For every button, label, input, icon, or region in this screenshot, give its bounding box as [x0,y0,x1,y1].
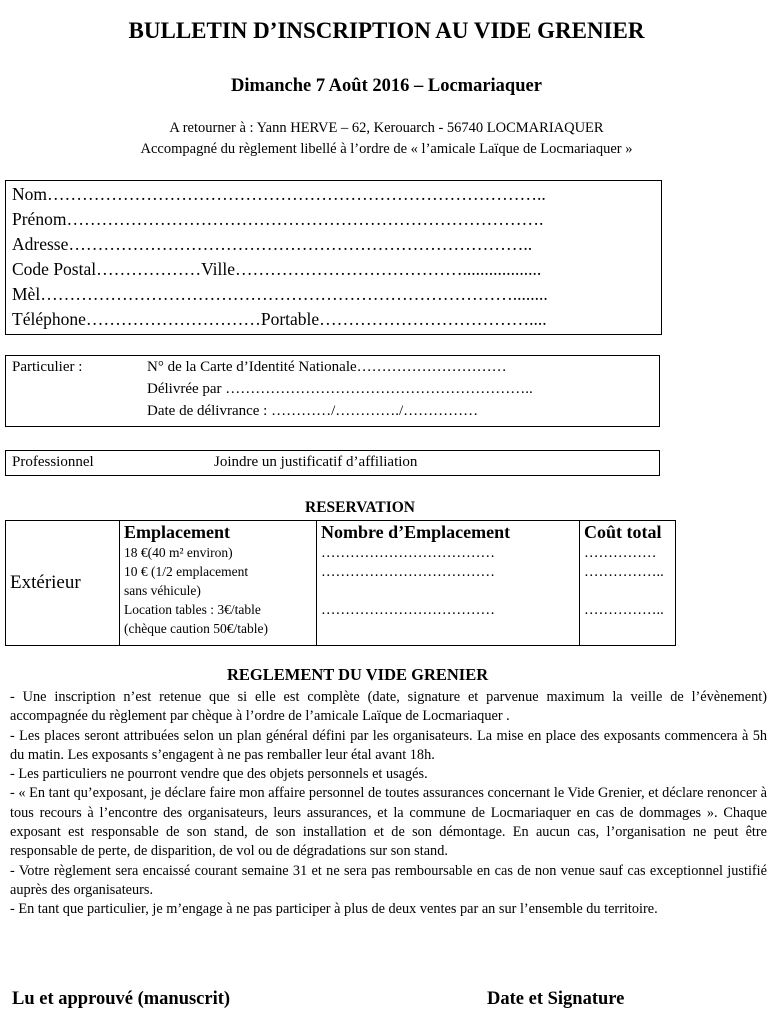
payment-note: Accompagné du règlement libellé à l’ordre de « l’amicale Laïque de Locmariaquer » [140,141,633,157]
code-postal-ville-field[interactable]: Code Postal………………Ville………………………………….................. [12,259,542,279]
return-address: A retourner à : Yann HERVE – 62, Kerouarch - 56740 LOCMARIAQUER [169,120,604,136]
cost-input-2[interactable]: …………….. [584,564,664,580]
identity-box [5,180,662,335]
count-cell [317,521,580,646]
adresse-field[interactable]: Adresse…………………………………………………………………….. [12,234,533,254]
header-nombre: Nombre d’Emplacement [321,522,511,542]
rule-5: - Votre règlement sera encaissé courant semaine 31 et ne sera pas remboursable en cas de non venue sauf cas exceptionnel justifié auprès des organisateurs. [10,862,767,898]
telephone-portable-field[interactable]: Téléphone…………………………Portable……………………………….... [12,309,547,329]
particulier-box [5,355,660,427]
lu-et-approuve: Lu et approuvé (manuscrit) [12,989,231,1009]
exterieur-label: Extérieur [10,572,81,593]
professionnel-note: Joindre un justificatif d’affiliation [214,454,418,470]
document-title: BULLETIN D’INSCRIPTION AU VIDE GRENIER [128,18,645,43]
option-caution: (chèque caution 50€/table) [124,621,268,636]
count-input-2[interactable]: ……………………………… [321,564,495,580]
cost-input-3[interactable]: …………….. [584,602,664,618]
reservation-table [5,520,676,646]
cni-field[interactable]: N° de la Carte d’Identité Nationale………………………… [147,359,507,375]
professionnel-box [5,450,660,476]
cost-cell [580,521,676,646]
date-et-signature: Date et Signature [487,989,625,1009]
option-18-euros: 18 €(40 m² environ) [124,545,233,560]
delivree-field[interactable]: Délivrée par …………………………………………………….. [147,381,533,397]
option-tables: Location tables : 3€/table [124,602,261,617]
reservation-title: RESERVATION [305,499,415,516]
prenom-field[interactable]: Prénom………………………………………………………………………. [12,209,544,229]
mel-field[interactable]: Mèl………………………………………………………………………........ [12,284,548,304]
rule-1: - Une inscription n’est retenue que si elle est complète (date, signature et parvenue maximum la veille de l’évènement) accompagnée du règlement par chèque à l’ordre de l’amicale Laïque de Locmariaquer . [10,689,767,725]
header-emplacement: Emplacement [124,522,230,542]
cost-input-1[interactable]: …………… [584,545,657,561]
date-delivrance-field[interactable]: Date de délivrance : …………/…………./…………… [147,403,479,419]
particulier-label: Particulier : [12,359,83,375]
count-input-1[interactable]: ……………………………… [321,545,495,561]
rule-6: - En tant que particulier, je m’engage à ne pas participer à plus de deux ventes par an sur l’ensemble du territoire. [10,901,658,918]
option-10-euros: 10 € (1/2 emplacement [124,564,249,579]
rule-4: - « En tant qu’exposant, je déclare faire mon affaire personnel de toutes assurances concernant le Vide Grenier, et déclare renoncer à tous recours à l’encontre des organisateurs, leurs assurances, et la commune de Locmariaquer en cas de dommages ». Chaque exposant est responsable de son stand, de son installation et de son démontage. En aucun cas, l’organisation ne peut être responsable de perte, de disparition, de vol ou de dégradations sur son stand. [10,785,767,860]
nom-field[interactable]: Nom………………………………………………………………………….. [12,184,546,204]
rule-3: - Les particuliers ne pourront vendre que des objets personnels et usagés. [10,766,428,783]
rules-title: REGLEMENT DU VIDE GRENIER [227,665,489,684]
emplacement-cell [120,521,317,646]
event-date-location: Dimanche 7 Août 2016 – Locmariaquer [231,76,542,96]
header-cout-total: Coût total [584,522,662,542]
rules-text [10,688,767,920]
professionnel-label: Professionnel [12,454,94,470]
rule-2: - Les places seront attribuées selon un plan général défini par les organisateurs. La mise en place des exposants commencera à 5h du matin. Les exposants s’engagent à ne pas remballer leur étal avant 18h. [10,727,767,763]
count-input-3[interactable]: ……………………………… [321,602,495,618]
row-label-cell [6,521,120,646]
option-10-euros-note: sans véhicule) [124,583,201,598]
